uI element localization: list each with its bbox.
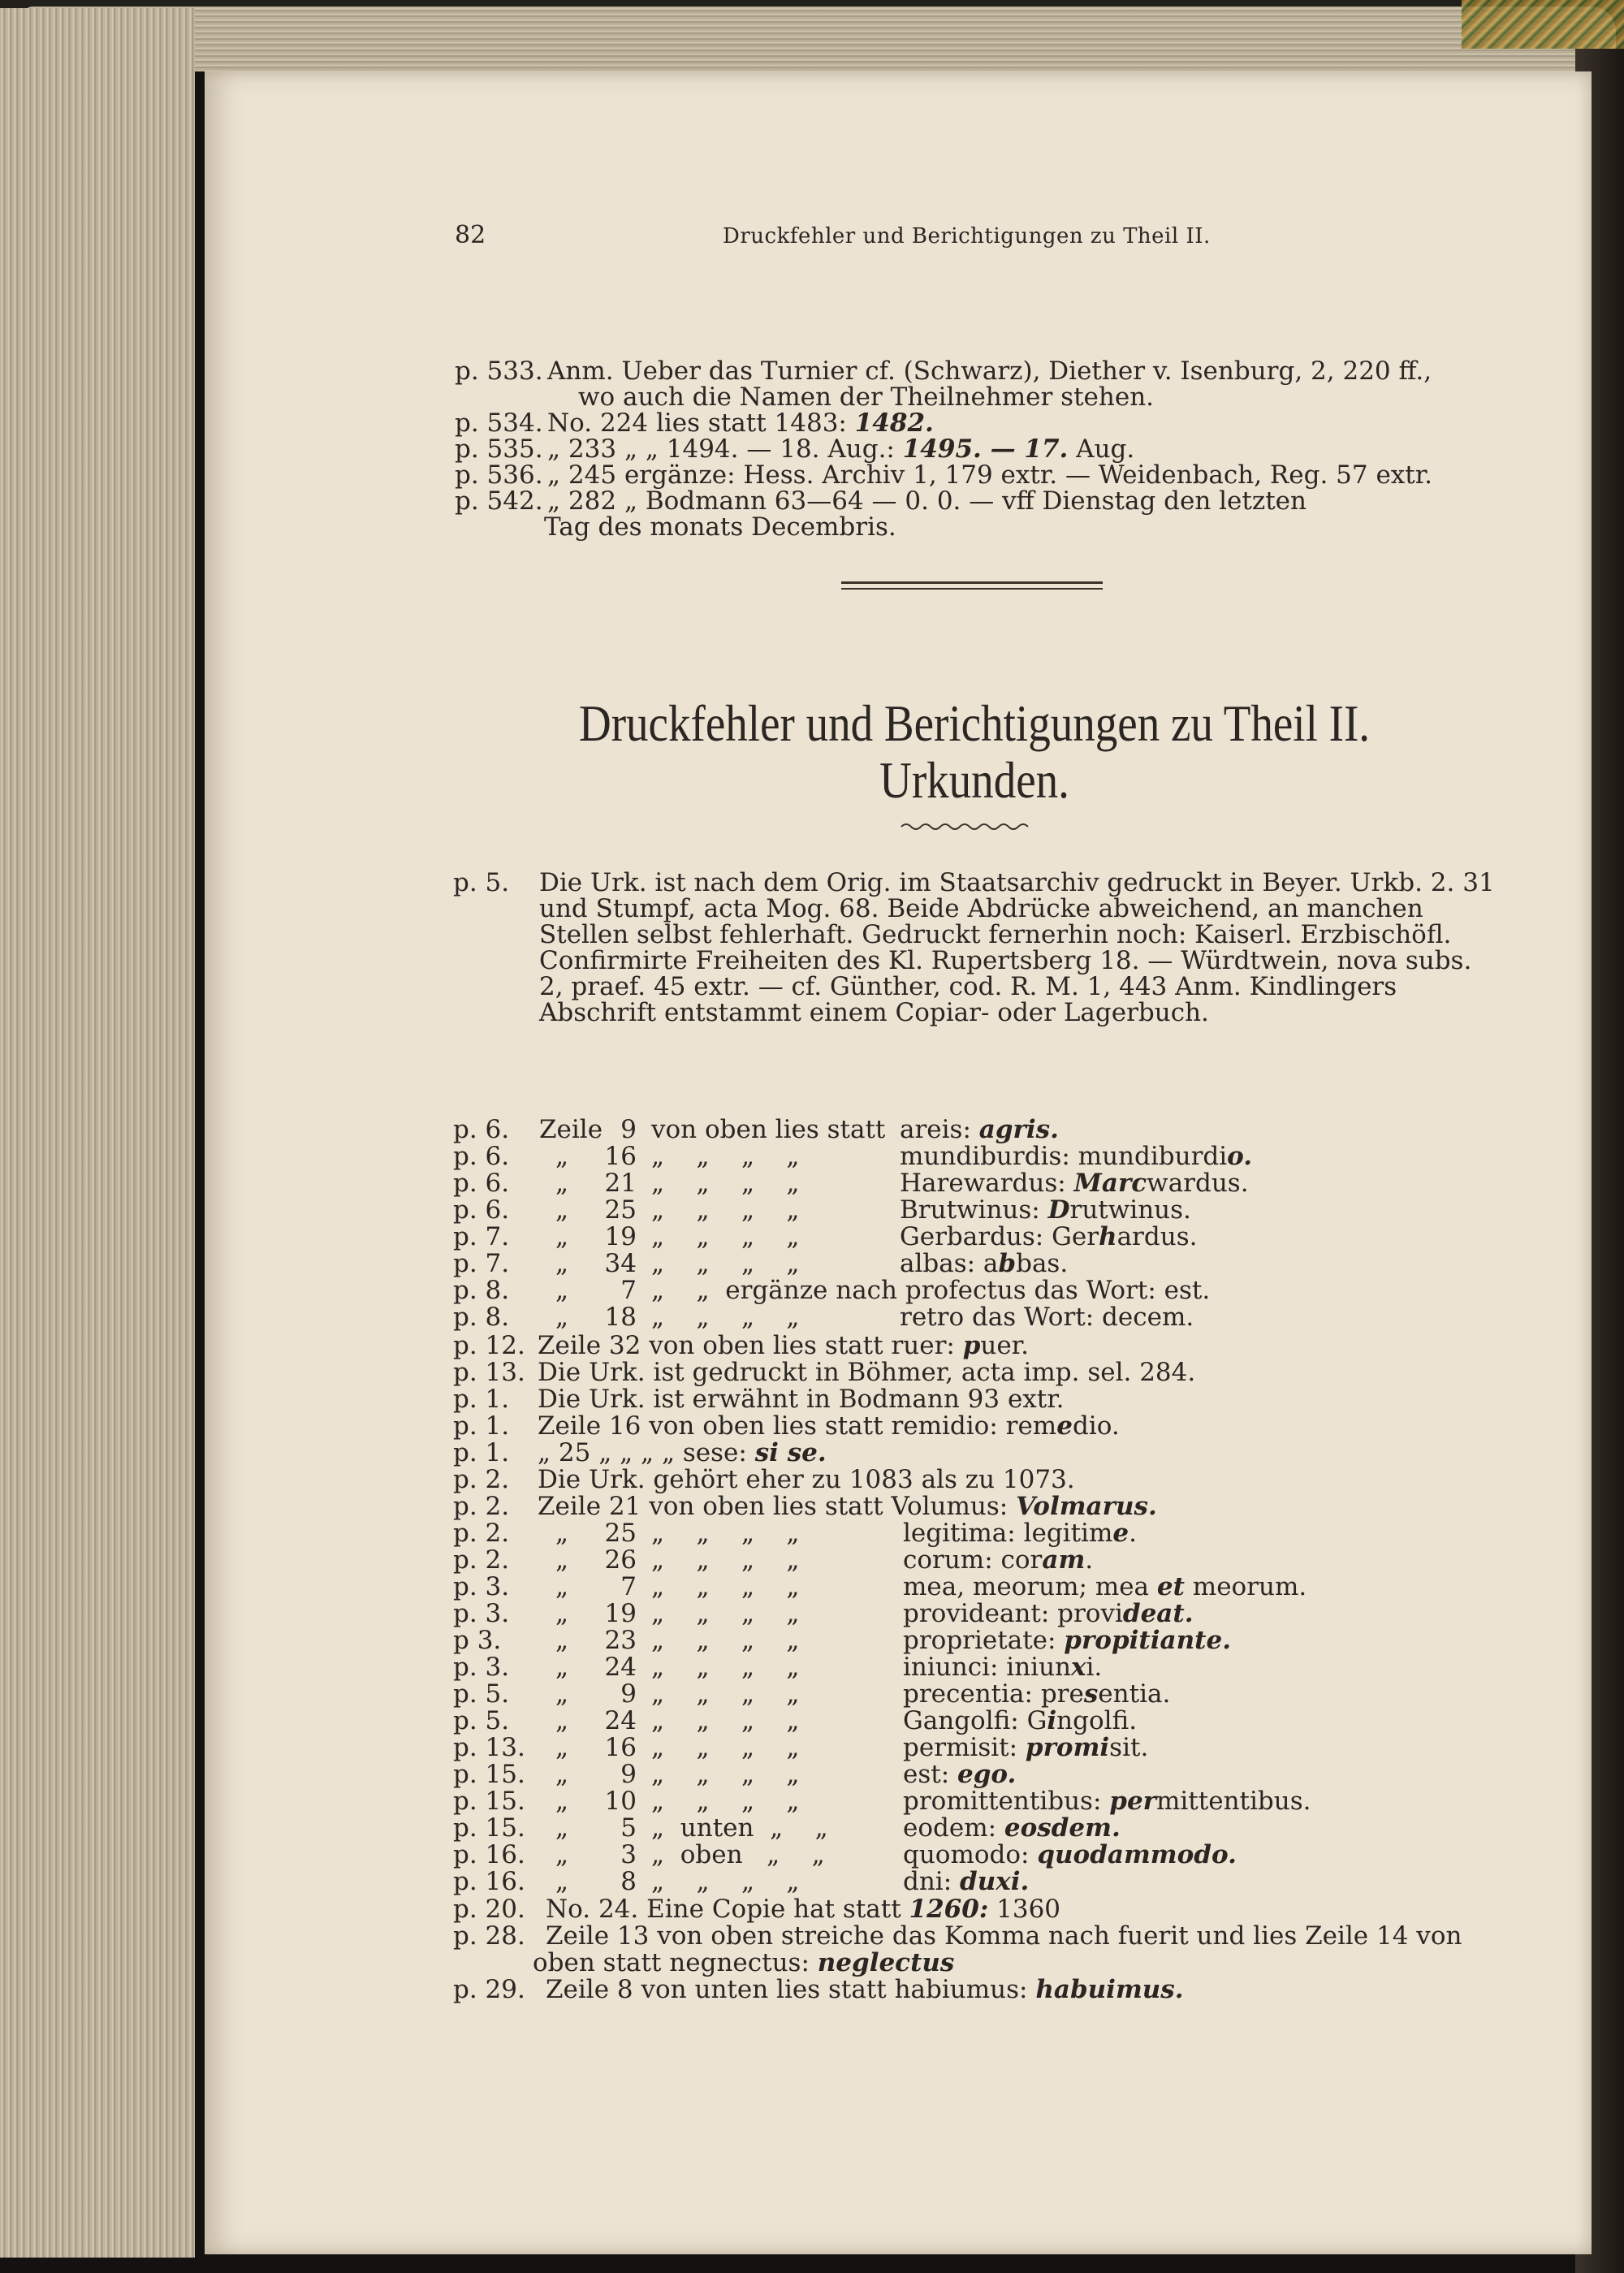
ditto-mark: „ bbox=[555, 1813, 569, 1843]
line-number: 16 bbox=[604, 1733, 637, 1762]
correction-emphasis: propitiante. bbox=[1064, 1626, 1231, 1655]
correction-emphasis: h bbox=[1099, 1222, 1117, 1251]
correction-text: promittentibus: permittentibus. bbox=[903, 1787, 1311, 1816]
correction-text: provideant: provideat. bbox=[903, 1599, 1194, 1628]
entry-ref: p. 1. bbox=[453, 1385, 510, 1414]
line-number: 10 bbox=[604, 1787, 637, 1816]
entry-ref: p. 13. bbox=[453, 1733, 525, 1762]
zeile-label: Zeile bbox=[539, 1115, 603, 1144]
book-page bbox=[205, 71, 1592, 2254]
entry-text: Die Urk. ist erwähnt in Bodmann 93 extr. bbox=[538, 1385, 1065, 1414]
ditto-mark: „ bbox=[555, 1733, 569, 1762]
correction-text: Gangolfi: Gingolfi. bbox=[903, 1706, 1138, 1735]
entry-ref: p. 3. bbox=[453, 1653, 510, 1682]
entry-ref: p. 7. bbox=[453, 1249, 510, 1278]
entry-ref: p. 15. bbox=[453, 1787, 525, 1816]
entry-ref: p. 2. bbox=[453, 1519, 510, 1548]
entry-ref: p. 535. bbox=[455, 434, 543, 464]
entry-ref: p. 536. bbox=[455, 460, 543, 490]
correction-text: eodem: eosdem. bbox=[903, 1813, 1121, 1843]
line-number: 19 bbox=[604, 1222, 637, 1251]
correction-emphasis: promi bbox=[1025, 1733, 1110, 1762]
direction: „ „ „ „ bbox=[651, 1626, 800, 1655]
entry-ref: p. 28. bbox=[453, 1921, 525, 1951]
page-number: 82 bbox=[455, 221, 486, 249]
entry-ref: p. 15. bbox=[453, 1813, 525, 1843]
direction: „ „ „ „ bbox=[651, 1653, 800, 1682]
book-page-edges bbox=[0, 8, 195, 2258]
zeile-label: „ bbox=[555, 1142, 569, 1171]
zeile-label: „ bbox=[555, 1222, 569, 1251]
correction-text: permisit: promisit. bbox=[903, 1733, 1149, 1762]
entry-text: „ 233 „ „ 1494. — 18. Aug.: 1495. — 17. Aug. bbox=[547, 434, 1135, 464]
correction-emphasis: x bbox=[1071, 1653, 1086, 1682]
entry-text: Anm. Ueber das Turnier cf. (Schwarz), Diether v. Isenburg, 2, 220 ff., bbox=[547, 357, 1432, 386]
correction-emphasis: e bbox=[1056, 1411, 1073, 1441]
entry-ref: p. 6. bbox=[453, 1115, 510, 1144]
line-number: 24 bbox=[604, 1706, 637, 1735]
entry-ref: p. 12. bbox=[453, 1331, 525, 1360]
section-subheading: Urkunden. bbox=[879, 751, 1069, 809]
entry-text: oben statt negnectus: neglectus bbox=[533, 1948, 955, 1977]
correction-emphasis: deat. bbox=[1122, 1599, 1194, 1628]
ditto-mark: „ bbox=[555, 1706, 569, 1735]
line-number: 19 bbox=[604, 1599, 637, 1628]
line-number: 18 bbox=[604, 1303, 637, 1332]
direction: „ „ „ „ bbox=[651, 1303, 800, 1332]
correction-text: proprietate: propitiante. bbox=[903, 1626, 1231, 1655]
zeile-label: „ bbox=[555, 1303, 569, 1332]
line-number: 7 bbox=[620, 1572, 637, 1601]
p5-line: Confirmirte Freiheiten des Kl. Rupertsberg 18. — Würdtwein, nova subs. bbox=[539, 946, 1472, 975]
direction: „ „ „ „ bbox=[651, 1572, 800, 1601]
p5-line: Die Urk. ist nach dem Orig. im Staatsarchiv gedruckt in Beyer. Urkb. 2. 31 bbox=[539, 868, 1495, 897]
line-number: 21 bbox=[604, 1169, 637, 1198]
p5-line: und Stumpf, acta Mog. 68. Beide Abdrücke abweichend, an manchen bbox=[539, 894, 1423, 923]
direction: „ „ „ „ bbox=[651, 1599, 800, 1628]
line-number: 9 bbox=[620, 1679, 637, 1709]
direction: „ „ „ „ bbox=[651, 1733, 800, 1762]
correction-text: Brutwinus: Drutwinus. bbox=[900, 1195, 1191, 1225]
correction-emphasis: p bbox=[962, 1331, 981, 1360]
entry-ref: p. 3. bbox=[453, 1599, 510, 1628]
entry-ref: p 3. bbox=[453, 1626, 502, 1655]
zeile-label: „ bbox=[555, 1249, 569, 1278]
direction: „ „ „ „ bbox=[651, 1519, 800, 1548]
correction-text: quomodo: quodammodo. bbox=[903, 1840, 1237, 1869]
correction-emphasis: et bbox=[1156, 1572, 1185, 1601]
ditto-mark: „ bbox=[555, 1867, 569, 1896]
direction: „ „ „ „ bbox=[651, 1222, 800, 1251]
correction-text: legitima: legitime. bbox=[903, 1519, 1137, 1548]
zeile-label: „ bbox=[555, 1276, 569, 1305]
line-number: 7 bbox=[620, 1276, 637, 1305]
ditto-mark: „ bbox=[555, 1519, 569, 1548]
entry-ref: p. 7. bbox=[453, 1222, 510, 1251]
ditto-mark: „ bbox=[555, 1653, 569, 1682]
correction-text: mundiburdis: mundiburdio. bbox=[900, 1142, 1253, 1171]
entry-text: Zeile 16 von oben lies statt remidio: remedio. bbox=[538, 1411, 1120, 1441]
correction-text: iniunci: iniunxi. bbox=[903, 1653, 1103, 1682]
ditto-mark: „ bbox=[555, 1572, 569, 1601]
correction-text: mea, meorum; mea et meorum. bbox=[903, 1572, 1307, 1601]
entry-ref: p. 16. bbox=[453, 1840, 525, 1869]
direction: „ „ „ „ bbox=[651, 1195, 800, 1225]
correction-emphasis: duxi. bbox=[960, 1867, 1030, 1896]
correction-text: est: ego. bbox=[903, 1760, 1017, 1789]
correction-text: Harewardus: Marcwardus. bbox=[900, 1169, 1249, 1198]
correction-emphasis: habuimus. bbox=[1035, 1975, 1184, 2004]
correction-emphasis: Marc bbox=[1073, 1169, 1147, 1198]
book-top-edge bbox=[24, 6, 1616, 71]
line-number: 25 bbox=[604, 1195, 637, 1225]
entry-text: Die Urk. gehört eher zu 1083 als zu 1073. bbox=[538, 1465, 1075, 1494]
entry-ref: p. 2. bbox=[453, 1545, 510, 1575]
correction-emphasis: 1495. — 17. bbox=[902, 434, 1069, 464]
direction: „ „ „ „ bbox=[651, 1760, 800, 1789]
direction: „ „ „ „ bbox=[651, 1142, 800, 1171]
correction-text: retro das Wort: decem. bbox=[900, 1303, 1194, 1332]
entry-ref: p. 2. bbox=[453, 1492, 510, 1521]
ditto-mark: „ bbox=[555, 1545, 569, 1575]
direction: „ „ „ „ bbox=[651, 1249, 800, 1278]
correction-emphasis: eosdem. bbox=[1004, 1813, 1121, 1843]
entry-text: No. 24. Eine Copie hat statt 1260: 1360 bbox=[546, 1895, 1061, 1924]
entry-ref: p. 5. bbox=[453, 1706, 510, 1735]
entry-text: „ 245 ergänze: Hess. Archiv 1, 179 extr. — Weidenbach, Reg. 57 extr. bbox=[547, 460, 1433, 490]
line-number: 25 bbox=[604, 1519, 637, 1548]
entry-ref: p. 1. bbox=[453, 1438, 510, 1467]
direction: von oben lies statt bbox=[651, 1115, 886, 1144]
zeile-label: „ bbox=[555, 1169, 569, 1198]
zeile-label: „ bbox=[555, 1195, 569, 1225]
correction-emphasis: 1482. bbox=[854, 408, 934, 438]
entry-text: Zeile 8 von unten lies statt habiumus: habuimus. bbox=[546, 1975, 1184, 2004]
ditto-mark: „ bbox=[555, 1760, 569, 1789]
line-number: 26 bbox=[604, 1545, 637, 1575]
p5-line: Abschrift entstammt einem Copiar- oder Lagerbuch. bbox=[539, 998, 1209, 1027]
correction-emphasis: per bbox=[1109, 1787, 1156, 1816]
entry-text: „ 282 „ Bodmann 63—64 — 0. 0. — vff Dienstag den letzten bbox=[547, 486, 1307, 516]
entry-ref: p. 20. bbox=[453, 1895, 525, 1924]
correction-emphasis: Volmarus. bbox=[1016, 1492, 1157, 1521]
entry-ref: p. 534. bbox=[455, 408, 543, 438]
ornament-wave-icon bbox=[900, 820, 1030, 832]
line-number: 5 bbox=[620, 1813, 637, 1843]
entry-text: Die Urk. ist gedruckt in Böhmer, acta imp. sel. 284. bbox=[538, 1358, 1196, 1387]
direction: „ oben „ „ bbox=[651, 1840, 825, 1869]
direction: „ „ „ „ bbox=[651, 1787, 800, 1816]
correction-emphasis: ego. bbox=[957, 1760, 1017, 1789]
direction: „ „ ergänze nach profectus das Wort: est. bbox=[651, 1276, 1211, 1305]
bookmark-ribbon bbox=[1462, 0, 1624, 49]
correction-text: dni: duxi. bbox=[903, 1867, 1030, 1896]
correction-emphasis: o. bbox=[1227, 1142, 1253, 1171]
p5-line: Stellen selbst fehlerhaft. Gedruckt fernerhin noch: Kaiserl. Erzbischöfl. bbox=[539, 920, 1452, 949]
entry-ref: p. 6. bbox=[453, 1142, 510, 1171]
correction-emphasis: s bbox=[1083, 1679, 1099, 1709]
correction-emphasis: i bbox=[1047, 1706, 1057, 1735]
entry-text: Zeile 13 von oben streiche das Komma nach fuerit und lies Zeile 14 von bbox=[546, 1921, 1462, 1951]
section-rule bbox=[841, 581, 1103, 584]
correction-text: corum: coram. bbox=[903, 1545, 1094, 1575]
entry-ref: p. 5. bbox=[453, 868, 510, 897]
entry-ref: p. 2. bbox=[453, 1465, 510, 1494]
ditto-mark: „ bbox=[555, 1599, 569, 1628]
running-head: Druckfehler und Berichtigungen zu Theil II. bbox=[723, 224, 1211, 248]
correction-emphasis: e bbox=[1112, 1519, 1129, 1548]
entry-text: „ 25 „ „ „ „ sese: si se. bbox=[538, 1438, 827, 1467]
line-number: 23 bbox=[604, 1626, 637, 1655]
direction: „ „ „ „ bbox=[651, 1706, 800, 1735]
correction-emphasis: am bbox=[1042, 1545, 1086, 1575]
entry-ref: p. 5. bbox=[453, 1679, 510, 1709]
p5-line: 2, praef. 45 extr. — cf. Günther, cod. R. M. 1, 443 Anm. Kindlingers bbox=[539, 972, 1397, 1001]
correction-emphasis: neglectus bbox=[817, 1948, 955, 1977]
correction-emphasis: si se. bbox=[754, 1438, 827, 1467]
correction-text: areis: agris. bbox=[900, 1115, 1059, 1144]
correction-emphasis: 1260: bbox=[909, 1895, 989, 1924]
section-rule-thin bbox=[841, 588, 1103, 590]
direction: „ unten „ „ bbox=[651, 1813, 828, 1843]
line-number: 9 bbox=[620, 1115, 637, 1144]
entry-ref: p. 1. bbox=[453, 1411, 510, 1441]
entry-ref: p. 8. bbox=[453, 1276, 510, 1305]
direction: „ „ „ „ bbox=[651, 1867, 800, 1896]
entry-ref: p. 15. bbox=[453, 1760, 525, 1789]
entry-ref: p. 533. bbox=[455, 357, 543, 386]
correction-text: Gerbardus: Gerhardus. bbox=[900, 1222, 1198, 1251]
ditto-mark: „ bbox=[555, 1840, 569, 1869]
ditto-mark: „ bbox=[555, 1626, 569, 1655]
line-number: 34 bbox=[604, 1249, 637, 1278]
direction: „ „ „ „ bbox=[651, 1679, 800, 1709]
entry-text: No. 224 lies statt 1483: 1482. bbox=[547, 408, 934, 438]
correction-text: albas: abbas. bbox=[900, 1249, 1069, 1278]
section-heading: Druckfehler und Berichtigungen zu Theil II. bbox=[578, 694, 1371, 752]
entry-ref: p. 13. bbox=[453, 1358, 525, 1387]
entry-text: wo auch die Namen der Theilnehmer stehen. bbox=[578, 382, 1155, 412]
correction-emphasis: b bbox=[998, 1249, 1017, 1278]
entry-ref: p. 29. bbox=[453, 1975, 525, 2004]
entry-text: Zeile 21 von oben lies statt Volumus: Volmarus. bbox=[538, 1492, 1157, 1521]
ditto-mark: „ bbox=[555, 1679, 569, 1709]
correction-emphasis: quodammodo. bbox=[1037, 1840, 1237, 1869]
line-number: 3 bbox=[620, 1840, 637, 1869]
direction: „ „ „ „ bbox=[651, 1545, 800, 1575]
entry-ref: p. 6. bbox=[453, 1169, 510, 1198]
entry-ref: p. 542. bbox=[455, 486, 543, 516]
line-number: 24 bbox=[604, 1653, 637, 1682]
line-number: 9 bbox=[620, 1760, 637, 1789]
entry-ref: p. 8. bbox=[453, 1303, 510, 1332]
line-number: 16 bbox=[604, 1142, 637, 1171]
correction-emphasis: D bbox=[1047, 1195, 1070, 1225]
correction-emphasis: agris. bbox=[978, 1115, 1059, 1144]
direction: „ „ „ „ bbox=[651, 1169, 800, 1198]
line-number: 8 bbox=[620, 1867, 637, 1896]
entry-text: Tag des monats Decembris. bbox=[544, 512, 896, 542]
ditto-mark: „ bbox=[555, 1787, 569, 1816]
entry-ref: p. 6. bbox=[453, 1195, 510, 1225]
entry-ref: p. 16. bbox=[453, 1867, 525, 1896]
entry-ref: p. 3. bbox=[453, 1572, 510, 1601]
entry-text: Zeile 32 von oben lies statt ruer: puer. bbox=[538, 1331, 1029, 1360]
correction-text: precentia: presentia. bbox=[903, 1679, 1171, 1709]
